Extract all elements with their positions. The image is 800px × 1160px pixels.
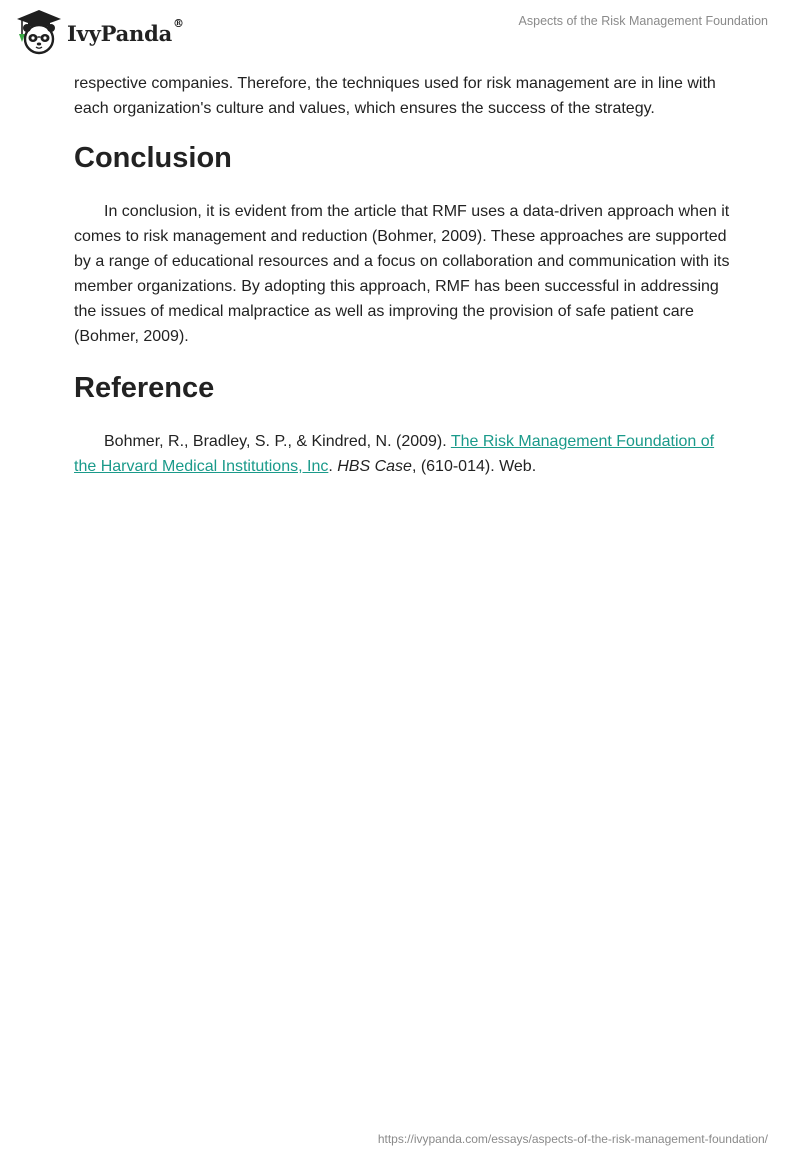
conclusion-paragraph: In conclusion, it is evident from the article that RMF uses a data-driven approach when it comes to risk management and reduction (Bohmer, 2009). These approaches are supported by a range of educational resources and a focus on collaboration and communication with its member organizations. By adopting this approach, RMF has been successful in addressing the issues of medical malpractice as well as improving the provision of safe patient care (Bohmer, 2009).	[74, 203, 730, 345]
panda-graduate-icon	[14, 8, 64, 56]
logo-wordmark: IvyPanda®	[67, 16, 184, 46]
reference-authors: Bohmer, R., Bradley, S. P., & Kindred, N. (2009).	[104, 433, 451, 450]
reference-tail: , (610-014). Web.	[411, 458, 537, 475]
page-header	[0, 0, 800, 70]
source-url[interactable]: https://ivypanda.com/essays/aspects-of-the-risk-management-foundation/	[377, 1132, 768, 1146]
reference-link[interactable]: The Risk Management Foundation of the Harvard Medical Institutions, Inc	[74, 433, 715, 475]
intro-paragraph: respective companies. Therefore, the techniques used for risk management are in line with each organization's culture and values, which ensures the success of the strategy.	[74, 75, 716, 117]
document-title: Aspects of the Risk Management Foundation	[518, 14, 768, 28]
reference-after-link: .	[328, 458, 338, 475]
reference-entry	[74, 429, 734, 479]
ivypanda-logo[interactable]	[14, 8, 184, 56]
essay-content	[74, 71, 734, 479]
conclusion-heading: Conclusion	[74, 142, 232, 174]
reference-journal: HBS Case	[337, 458, 412, 475]
reference-heading: Reference	[74, 372, 215, 404]
